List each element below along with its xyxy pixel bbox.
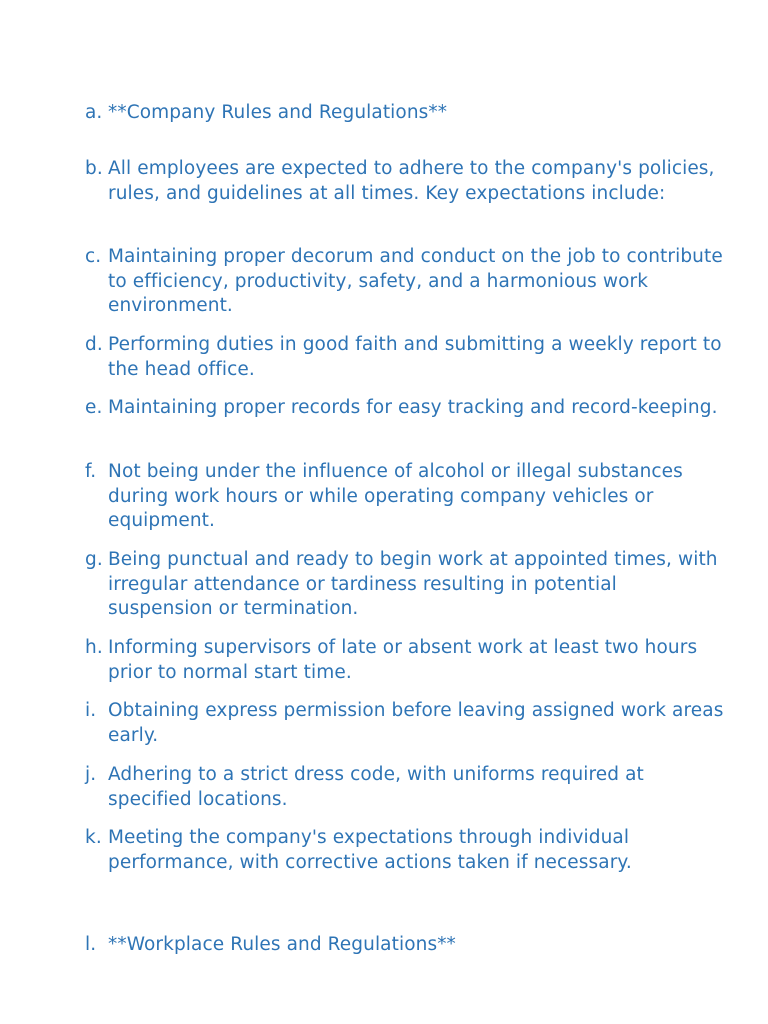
list-marker: d.: [85, 334, 103, 355]
list-item: [85, 826, 725, 875]
list-marker: e.: [85, 397, 103, 418]
list-item: [85, 548, 725, 622]
list-marker: g.: [85, 549, 103, 570]
list-item-text: Adhering to a strict dress code, with uniforms required at specified locations.: [108, 764, 644, 810]
list-item: [85, 333, 725, 382]
list-item: [85, 636, 725, 685]
list-item: [85, 763, 725, 812]
list-item-text: Being punctual and ready to begin work at appointed times, with irregular attendance or tardiness resulting in potential suspension or termination.: [108, 549, 718, 619]
list-item: [85, 460, 725, 534]
section-heading: **Company Rules and Regulations**: [108, 102, 448, 123]
list-item: [85, 101, 725, 126]
list-item: [85, 699, 725, 748]
list-item-text: Obtaining express permission before leaving assigned work areas early.: [108, 700, 724, 746]
list-item-text: Maintaining proper decorum and conduct on the job to contribute to efficiency, productivity, safety, and a harmonious work environment.: [108, 246, 723, 316]
list-item-text: Not being under the influence of alcohol or illegal substances during work hours or while operating company vehicles or equipment.: [108, 461, 683, 531]
list-item-text: All employees are expected to adhere to the company's policies, rules, and guidelines at all times. Key expectations include:: [108, 158, 715, 204]
list-item-text: Performing duties in good faith and submitting a weekly report to the head office.: [108, 334, 722, 380]
list-item: [85, 396, 725, 421]
list-marker: c.: [85, 246, 102, 267]
list-item: [85, 245, 725, 319]
list-marker: b.: [85, 158, 103, 179]
list-item-text: Informing supervisors of late or absent work at least two hours prior to normal start time.: [108, 637, 698, 683]
list-marker: k.: [85, 827, 102, 848]
list-marker: a.: [85, 102, 103, 123]
list-item: [85, 933, 725, 958]
list-marker: h.: [85, 637, 103, 658]
section-heading: **Workplace Rules and Regulations**: [108, 934, 456, 955]
list-item-text: Maintaining proper records for easy tracking and record-keeping.: [108, 397, 718, 418]
list-item: [85, 157, 725, 206]
list-marker: l.: [85, 934, 97, 955]
list-item-text: Meeting the company's expectations through individual performance, with corrective actions taken if necessary.: [108, 827, 632, 873]
list-marker: f.: [85, 461, 97, 482]
list-marker: i.: [85, 700, 97, 721]
list-marker: j.: [85, 764, 97, 785]
